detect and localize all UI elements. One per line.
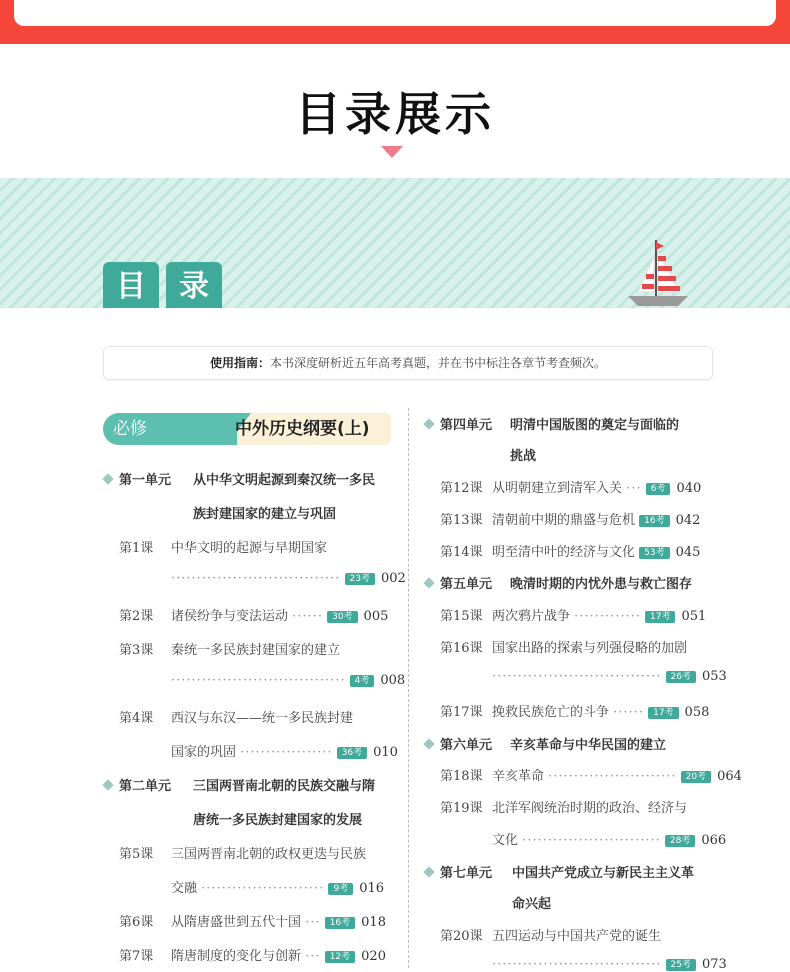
unit-4-label: 第四单元 [440,418,493,433]
diamond-icon [422,865,436,879]
lesson-no: 第6课 [119,915,154,930]
lesson-title: 辛亥革命 [492,769,545,784]
page-number: 073 [701,957,727,972]
compulsory-label: 必修 [103,413,237,445]
unit-1-title: 从中华文明起源到秦汉统一多民 [193,473,376,488]
lesson-no: 第7课 [119,949,154,964]
exam-count-badge: 16考 [325,917,355,929]
unit-7-label: 第七单元 [440,866,493,881]
lesson-title: 北洋军阀统治时期的政治、经济与 [492,801,688,816]
page-number: 045 [675,545,701,560]
exam-count-badge: 16考 [639,515,669,527]
lesson-title-cont: 国家的巩固 [171,745,237,760]
lesson-no: 第14课 [440,545,483,560]
exam-count-badge: 17考 [645,611,675,623]
unit-4-title-cont: 挑战 [510,449,537,464]
lesson-no: 第16课 [440,641,483,656]
lesson-entry: 交融 ························ 9考 016 [171,881,385,896]
lesson-no: 第2课 [119,609,154,624]
page-number: 040 [676,481,702,496]
lesson-no: 第1课 [119,541,154,556]
usage-label: 使用指南： [209,356,270,370]
usage-note [103,346,713,380]
diamond-icon [101,472,115,486]
lesson-title: 隋唐制度的变化与创新 [171,949,302,964]
exam-count-badge: 53考 [639,547,669,559]
exam-count-badge: 30考 [327,611,357,623]
lesson-title: 清朝前中期的鼎盛与危机 [492,513,636,528]
exam-count-badge: 20考 [681,771,711,783]
unit-4-title: 明清中国版图的奠定与面临的 [510,418,680,433]
unit-6-label: 第六单元 [440,738,493,753]
diamond-icon [422,737,436,751]
unit-7-title-cont: 命兴起 [512,897,552,912]
page-heading: 目录展示 [295,87,495,141]
page-number: 051 [681,609,707,624]
page-number: 010 [373,745,398,760]
sailboat-icon [626,238,692,310]
unit-2-label: 第二单元 [119,779,172,794]
lesson-title: 明至清中叶的经济与文化 [492,545,636,560]
exam-count-badge: 17考 [648,707,678,719]
lesson-entry: 两次鸦片战争 ············· 17考 051 [492,609,707,624]
diamond-icon [101,778,115,792]
lesson-no: 第20课 [440,929,483,944]
lesson-no: 第5课 [119,847,154,862]
lesson-title: 秦统一多民族封建国家的建立 [171,643,341,658]
lesson-entry: 辛亥革命 ························· 20考 064 [492,769,742,784]
lesson-title-cont: 交融 [171,881,198,896]
unit-7-title: 中国共产党成立与新民主主义革 [512,866,695,881]
lesson-title: 中华文明的起源与早期国家 [171,541,328,556]
exam-count-badge: 9考 [328,883,353,895]
page-number: 064 [717,769,742,784]
lesson-no: 第18课 [440,769,483,784]
compulsory-title: 中外历史纲要(上) [235,419,370,439]
unit-5-label: 第五单元 [440,577,493,592]
page-number: 066 [701,833,727,848]
page-number: 053 [701,669,727,684]
page-number: 058 [684,705,710,720]
lesson-no: 第12课 [440,481,483,496]
unit-2-title: 三国两晋南北朝的民族交融与隋 [193,779,376,794]
lesson-no: 第4课 [119,711,154,726]
lesson-no: 第19课 [440,801,483,816]
lesson-leader: ································· 25考 073 [492,957,727,972]
lesson-title: 从隋唐盛世到五代十国 [171,915,302,930]
page-number: 018 [361,915,386,930]
exam-count-badge: 36考 [337,747,367,759]
exam-count-badge: 23考 [345,573,375,585]
exam-count-badge: 6考 [646,483,671,495]
lesson-entry [492,509,700,528]
lesson-entry: 隋唐制度的变化与创新 ··· 12考 020 [171,949,386,964]
catalog-tile-mu: 目 [103,262,159,308]
chevron-down-icon [381,146,403,158]
lesson-entry: 国家的巩固 ·················· 36考 010 [171,745,398,760]
lesson-title: 从明朝建立到清军入关 [492,481,623,496]
column-divider [408,408,409,968]
lesson-no: 第13课 [440,513,483,528]
lesson-title: 国家出路的探索与列强侵略的加剧 [492,641,688,656]
lesson-entry: 从隋唐盛世到五代十国 ··· 16考 018 [171,915,386,930]
lesson-title-cont: 文化 [492,833,519,848]
page-number: 002 [380,571,406,586]
exam-count-badge: 12考 [325,951,355,963]
lesson-title: 西汉与东汉——统一多民族封建 [171,711,354,726]
top-card [14,0,776,26]
lesson-no: 第17课 [440,705,483,720]
page-number: 005 [363,609,389,624]
exam-count-badge: 4考 [350,675,375,687]
lesson-title: 五四运动与中国共产党的诞生 [492,929,662,944]
exam-count-badge: 26考 [666,671,696,683]
lesson-title: 两次鸦片战争 [492,609,571,624]
lesson-title: 诸侯纷争与变法运动 [171,609,289,624]
lesson-title: 挽救民族危亡的斗争 [492,705,610,720]
unit-1-label: 第一单元 [119,473,172,488]
compulsory-tag [103,413,391,445]
unit-5-title: 晚清时期的内忧外患与救亡图存 [510,577,693,592]
diamond-icon [422,417,436,431]
lesson-leader: ································· 23考 002 [171,571,406,586]
diamond-icon [422,576,436,590]
page-number: 008 [380,673,406,688]
unit-1-title-cont: 族封建国家的建立与巩固 [193,507,337,522]
page-number: 020 [361,949,386,964]
lesson-entry: 文化 ··························· 28考 066 [492,833,727,848]
catalog-tile-lu: 录 [166,262,222,308]
lesson-entry: 从明朝建立到清军入关 ··· 6考 040 [492,481,702,496]
unit-2-title-cont: 唐统一多民族封建国家的发展 [193,813,363,828]
lesson-leader: ·································· 4考 008 [171,673,406,688]
lesson-entry [492,541,700,560]
exam-count-badge: 25考 [666,959,696,971]
lesson-leader: ································· 26考 053 [492,669,727,684]
lesson-entry: 挽救民族危亡的斗争 ······ 17考 058 [492,705,710,720]
lesson-no: 第15课 [440,609,483,624]
top-banner [0,0,790,44]
page-number: 042 [675,513,701,528]
lesson-entry: 诸侯纷争与变法运动 ······ 30考 005 [171,609,389,624]
lesson-title: 三国两晋南北朝的政权更迭与民族 [171,847,367,862]
exam-count-badge: 28考 [665,835,695,847]
page-number: 016 [359,881,385,896]
unit-6-title: 辛亥革命与中华民国的建立 [510,738,667,753]
lesson-no: 第3课 [119,643,154,658]
usage-text: 本书深度研析近五年高考真题，并在书中标注各章节考查频次。 [270,356,607,370]
